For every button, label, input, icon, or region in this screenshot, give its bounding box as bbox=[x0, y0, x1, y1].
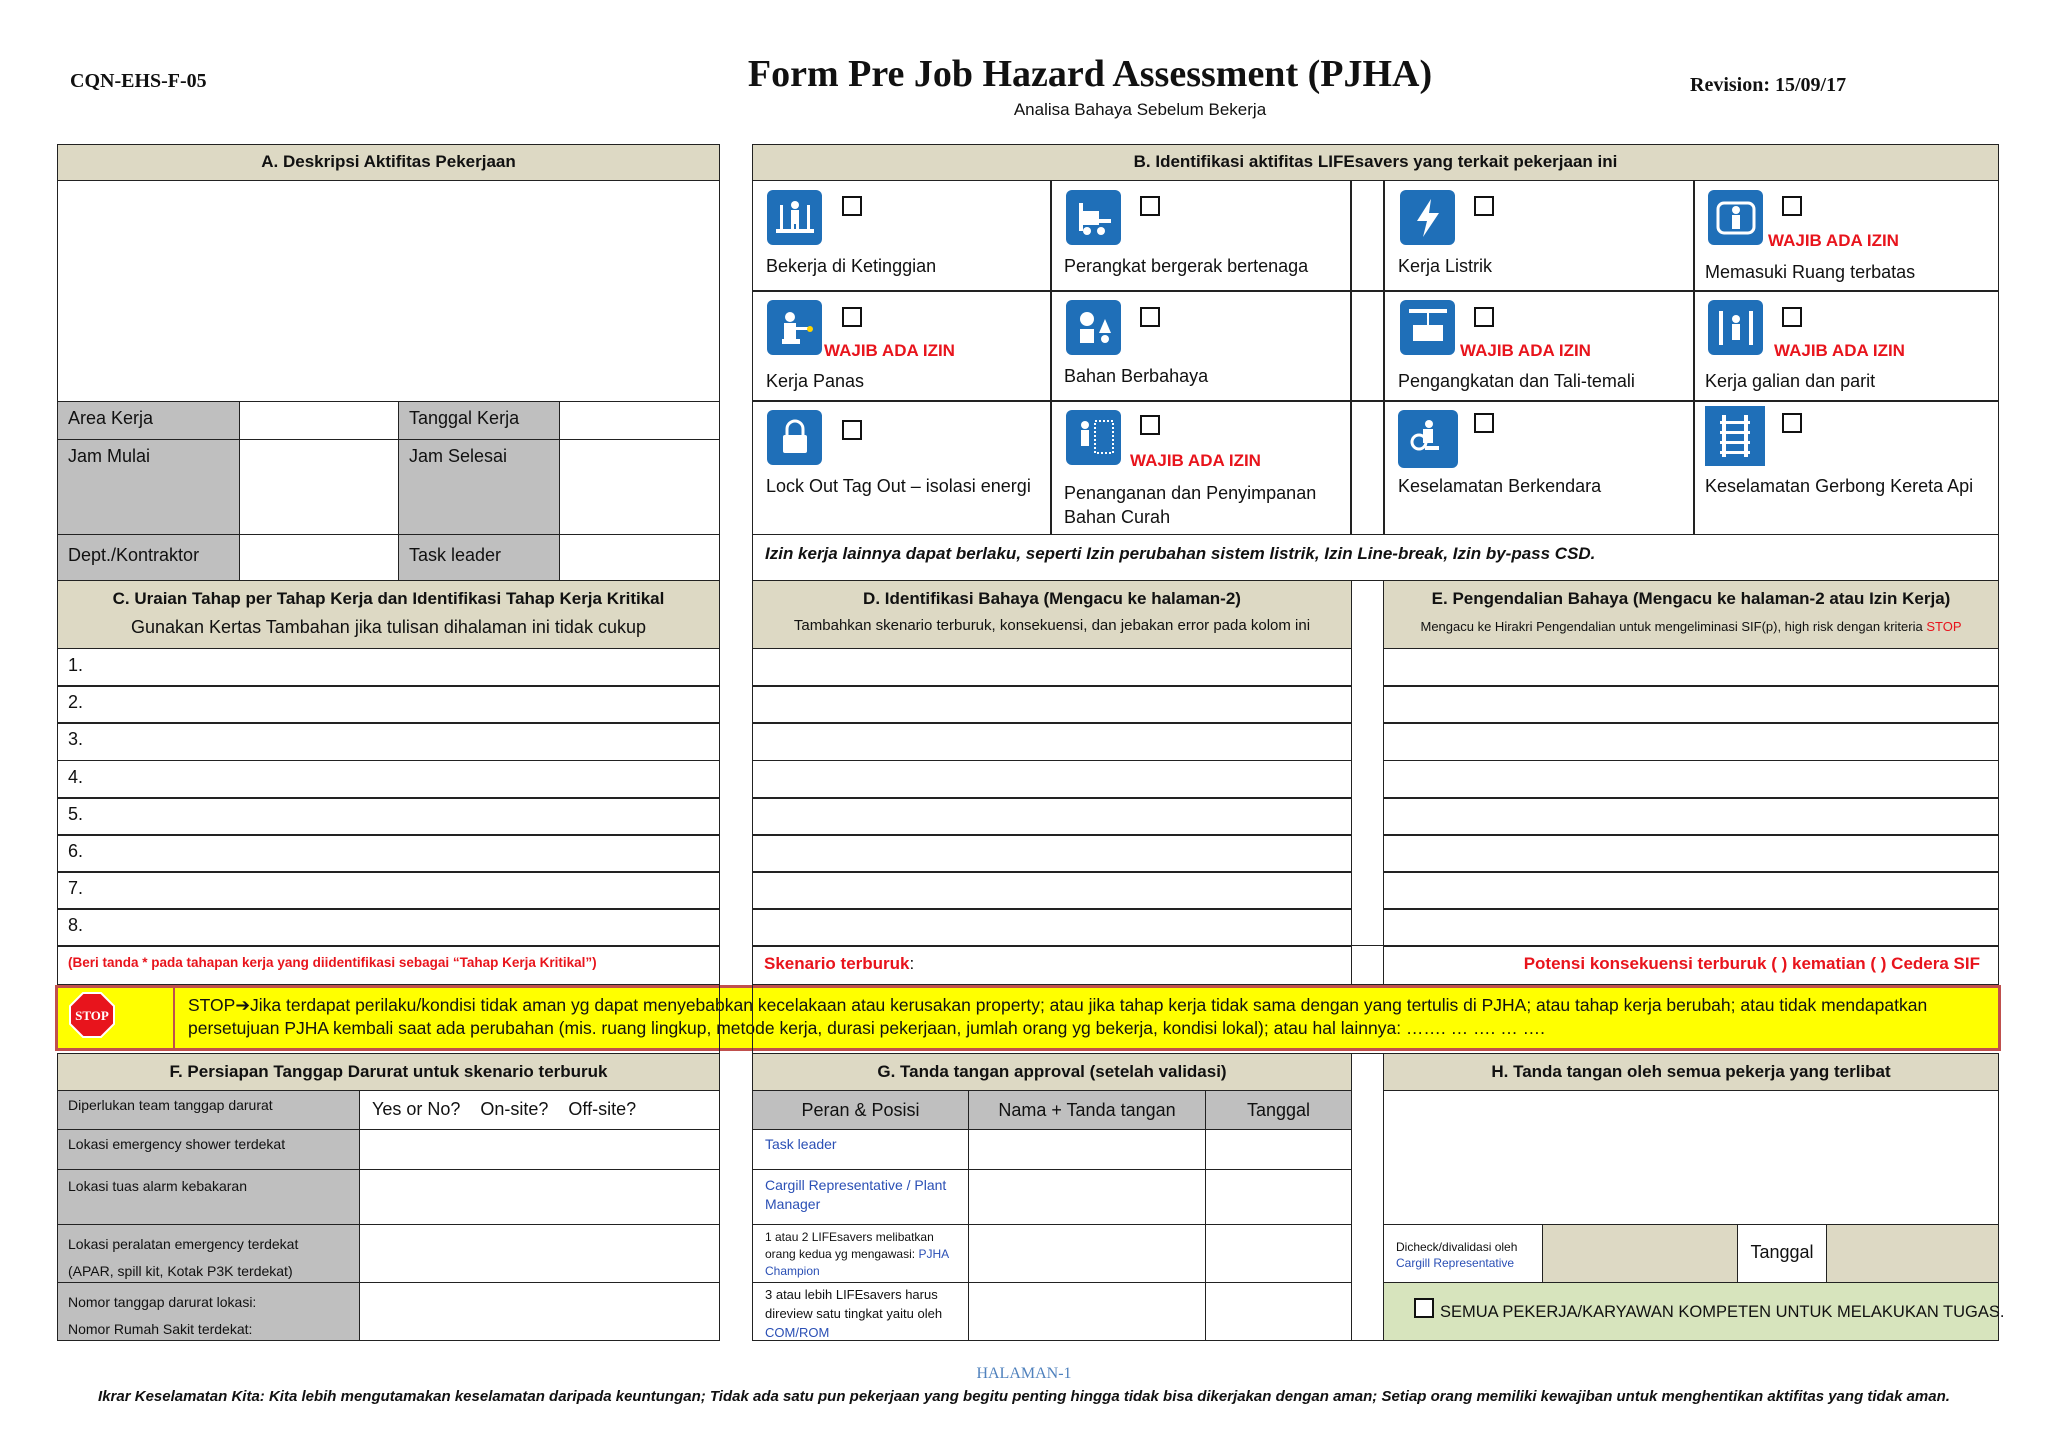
checkbox-bahan-berbahaya[interactable] bbox=[1140, 307, 1160, 327]
date-cargill-rep[interactable] bbox=[1205, 1169, 1352, 1225]
lifesaver-label-1: Bekerja di Ketinggian bbox=[766, 256, 937, 276]
worker-height-icon bbox=[767, 190, 822, 245]
section-e-title: E. Pengendalian Bahaya (Mengacu ke halaman-2 atau Izin Kerja) bbox=[1431, 589, 1951, 608]
step-row-6[interactable]: 6. bbox=[57, 834, 720, 873]
stop-text-1: Jika terdapat perilaku/kondisi tidak aman yg dapat menyebabkan kecelakaan atau kerusakan property; atau jika tahap kerja tidak sama dengan yang tertulis di PJHA; atau tahap kerja berubah; atau tidak mendapatkan bbox=[250, 995, 1928, 1015]
section-b-header: B. Identifikasi aktifitas LIFEsavers yang terkait pekerjaan ini bbox=[752, 144, 1999, 181]
section-a-header: A. Deskripsi Aktifitas Pekerjaan bbox=[57, 144, 720, 181]
permit-note: Izin kerja lainnya dapat berlaku, seperti Izin perubahan sistem listrik, Izin Line-break, Izin by-pass CSD. bbox=[752, 534, 1999, 581]
revision: Revision: 15/09/17 bbox=[1690, 74, 1847, 96]
control-row-7[interactable] bbox=[1383, 871, 1999, 910]
hazard-row-3[interactable] bbox=[752, 722, 1352, 761]
col-nama: Nama + Tanda tangan bbox=[968, 1090, 1206, 1130]
lifesaver-label-8: Kerja galian dan parit bbox=[1705, 371, 1876, 391]
jam-selesai-field[interactable] bbox=[559, 439, 720, 535]
welding-icon bbox=[767, 300, 822, 355]
gutter-left bbox=[719, 144, 753, 1341]
hazard-row-4[interactable] bbox=[752, 760, 1352, 799]
worst-scenario-text: Skenario terburuk bbox=[764, 954, 910, 973]
col-tanggal: Tanggal bbox=[1205, 1090, 1352, 1130]
checkbox-ruang-terbatas[interactable] bbox=[1782, 196, 1802, 216]
step-row-2[interactable]: 2. bbox=[57, 685, 720, 724]
wajib-badge-pengangkatan: WAJIB ADA IZIN bbox=[1460, 341, 1591, 360]
lifesaver-label-3: Kerja Listrik bbox=[1398, 256, 1493, 276]
step-row-5[interactable]: 5. bbox=[57, 797, 720, 836]
jam-mulai-label: Jam Mulai bbox=[57, 439, 240, 535]
dept-field[interactable] bbox=[239, 534, 399, 581]
sign-cargill-rep[interactable] bbox=[968, 1169, 1206, 1225]
checkbox-galian-parit[interactable] bbox=[1782, 307, 1802, 327]
date-pjha-champion[interactable] bbox=[1205, 1224, 1352, 1283]
sign-pjha-champion[interactable] bbox=[968, 1224, 1206, 1283]
checkbox-gerbong-kereta[interactable] bbox=[1782, 413, 1802, 433]
tanggal-kerja-label: Tanggal Kerja bbox=[398, 401, 560, 440]
sign-com-rom[interactable] bbox=[968, 1282, 1206, 1341]
section-d-header bbox=[752, 580, 1352, 649]
dept-label: Dept./Kontraktor bbox=[57, 534, 240, 581]
task-leader-field[interactable] bbox=[559, 534, 720, 581]
equipment-field[interactable] bbox=[359, 1224, 720, 1283]
step-row-7[interactable]: 7. bbox=[57, 871, 720, 910]
control-row-6[interactable] bbox=[1383, 834, 1999, 873]
date-task-leader[interactable] bbox=[1205, 1129, 1352, 1170]
phone-label-2: Nomor Rumah Sakit terdekat: bbox=[68, 1321, 253, 1337]
phone-label-1: Nomor tanggap darurat lokasi: bbox=[68, 1294, 257, 1310]
checkbox-kerja-listrik[interactable] bbox=[1474, 196, 1494, 216]
control-row-2[interactable] bbox=[1383, 685, 1999, 724]
lifesaver-label-12: Keselamatan Gerbong Kereta Api bbox=[1705, 476, 1974, 496]
checked-by-label bbox=[1383, 1224, 1543, 1283]
role-com-rom bbox=[752, 1282, 969, 1341]
section-e-stop-word: STOP bbox=[1926, 619, 1962, 634]
section-d-title: D. Identifikasi Bahaya (Mengacu ke halaman-2) bbox=[863, 589, 1241, 608]
control-row-5[interactable] bbox=[1383, 797, 1999, 836]
control-row-1[interactable] bbox=[1383, 648, 1999, 687]
emergency-team-label: Diperlukan team tanggap darurat bbox=[57, 1090, 360, 1130]
shower-label: Lokasi emergency shower terdekat bbox=[57, 1129, 360, 1170]
stop-sign-text: STOP bbox=[75, 1008, 109, 1023]
hazard-row-1[interactable] bbox=[752, 648, 1352, 687]
alarm-field[interactable] bbox=[359, 1169, 720, 1225]
jam-mulai-field[interactable] bbox=[239, 439, 399, 535]
step-row-3[interactable]: 3. bbox=[57, 722, 720, 761]
stop-text bbox=[188, 994, 1988, 1040]
role-pjha-champion-link: PJHA Champion bbox=[765, 1247, 949, 1278]
equipment-label-1: Lokasi peralatan emergency terdekat bbox=[68, 1236, 299, 1252]
role-pjha-text: 1 atau 2 LIFEsavers melibatkan orang kedua yg mengawasi: bbox=[765, 1230, 934, 1261]
bulk-material-icon bbox=[1066, 410, 1121, 465]
section-e-subtitle-wrap bbox=[1384, 619, 1998, 634]
control-row-8[interactable] bbox=[1383, 908, 1999, 947]
lifting-icon bbox=[1400, 300, 1455, 355]
shower-field[interactable] bbox=[359, 1129, 720, 1170]
role-com-text: 3 atau lebih LIFEsavers harus direview satu tingkat yaitu oleh bbox=[765, 1287, 943, 1321]
worst-scenario-colon: : bbox=[909, 954, 915, 973]
hazmat-icon bbox=[1066, 300, 1121, 355]
lifesaver-label-11: Keselamatan Berkendara bbox=[1398, 476, 1602, 496]
checkbox-perangkat-bergerak[interactable] bbox=[1140, 196, 1160, 216]
page-subtitle: Analisa Bahaya Sebelum Bekerja bbox=[1013, 100, 1267, 119]
page-title: Form Pre Job Hazard Assessment (PJHA) bbox=[747, 53, 1433, 95]
section-e-header bbox=[1383, 580, 1999, 649]
step-row-4[interactable]: 4. bbox=[57, 760, 720, 799]
hazard-row-7[interactable] bbox=[752, 871, 1352, 910]
doc-code: CQN-EHS-F-05 bbox=[70, 70, 207, 92]
hazard-row-2[interactable] bbox=[752, 685, 1352, 724]
section-c-subtitle: Gunakan Kertas Tambahan jika tulisan dihalaman ini tidak cukup bbox=[131, 617, 646, 637]
checkbox-pengangkatan[interactable] bbox=[1474, 307, 1494, 327]
hazard-row-6[interactable] bbox=[752, 834, 1352, 873]
section-g-header: G. Tanda tangan approval (setelah validasi) bbox=[752, 1053, 1352, 1091]
railcar-icon bbox=[1705, 406, 1765, 466]
step-row-8[interactable]: 8. bbox=[57, 908, 720, 947]
section-d-subtitle: Tambahkan skenario terburuk, konsekuensi, dan jebakan error pada kolom ini bbox=[793, 617, 1311, 634]
arrow-right-icon: ➔ bbox=[235, 995, 251, 1015]
h-tanggal-field[interactable] bbox=[1826, 1224, 1999, 1283]
col-peran: Peran & Posisi bbox=[752, 1090, 969, 1130]
phone-label bbox=[57, 1282, 360, 1341]
equipment-label-2: (APAR, spill kit, Kotak P3K terdekat) bbox=[68, 1263, 293, 1279]
section-c-title: C. Uraian Tahap per Tahap Kerja dan Identifikasi Tahap Kerja Kritikal bbox=[112, 589, 665, 608]
area-kerja-field[interactable] bbox=[239, 401, 399, 440]
section-c-header bbox=[57, 580, 720, 649]
lifesaver-label-9: Lock Out Tag Out – isolasi energi bbox=[766, 476, 1031, 496]
wajib-badge-galian: WAJIB ADA IZIN bbox=[1774, 341, 1905, 360]
checkbox-kerja-panas[interactable] bbox=[842, 307, 862, 327]
lifesaver-label-6: Bahan Berbahaya bbox=[1064, 366, 1209, 386]
confined-space-icon bbox=[1708, 190, 1763, 245]
stop-prefix: STOP bbox=[188, 995, 236, 1015]
checked-by-cargill: Cargill Representative bbox=[1396, 1256, 1515, 1270]
equipment-label bbox=[57, 1224, 360, 1283]
hazard-row-8[interactable] bbox=[752, 908, 1352, 947]
competency-text: SEMUA PEKERJA/KARYAWAN KOMPETEN UNTUK MELAKUKAN TUGAS. bbox=[1440, 1303, 2005, 1321]
gutter-right-bottom bbox=[1351, 1053, 1384, 1341]
date-com-rom[interactable] bbox=[1205, 1282, 1352, 1341]
lifesaver-label-7: Pengangkatan dan Tali-temali bbox=[1398, 371, 1635, 391]
excavation-icon bbox=[1708, 300, 1763, 355]
stop-line-1 bbox=[188, 994, 1988, 1017]
emergency-team-options[interactable]: Yes or No? On-site? Off-site? bbox=[359, 1090, 720, 1130]
role-task-leader: Task leader bbox=[752, 1129, 969, 1170]
page-number: HALAMAN-1 bbox=[976, 1365, 1072, 1382]
role-cargill-rep: Cargill Representative / Plant Manager bbox=[752, 1169, 969, 1225]
wajib-badge-ruang-terbatas: WAJIB ADA IZIN bbox=[1768, 231, 1899, 250]
wajib-badge-bahan-curah: WAJIB ADA IZIN bbox=[1130, 451, 1261, 470]
critical-step-footnote: (Beri tanda * pada tahapan kerja yang diidentifikasi sebagai “Tahap Kerja Kritikal”) bbox=[57, 945, 720, 985]
jam-selesai-label: Jam Selesai bbox=[398, 439, 560, 535]
section-h-header: H. Tanda tangan oleh semua pekerja yang terlibat bbox=[1383, 1053, 1999, 1091]
lightning-icon bbox=[1400, 190, 1455, 245]
lifesaver-label-2: Perangkat bergerak bertenaga bbox=[1064, 256, 1309, 276]
checkbox-bekerja-ketinggian[interactable] bbox=[842, 196, 862, 216]
section-a-description-field[interactable] bbox=[57, 180, 720, 402]
forklift-icon bbox=[1066, 190, 1121, 245]
tanggal-kerja-field[interactable] bbox=[559, 401, 720, 440]
stop-sign-icon bbox=[69, 992, 115, 1038]
control-row-3[interactable] bbox=[1383, 722, 1999, 761]
role-com-rom-link: COM/ROM bbox=[765, 1325, 830, 1340]
sign-task-leader[interactable] bbox=[968, 1129, 1206, 1170]
section-e-subtitle: Mengacu ke Hirakri Pengendalian untuk mengeliminasi SIF(p), high risk dengan kriteria bbox=[1420, 619, 1923, 634]
role-pjha-champion bbox=[752, 1224, 969, 1283]
stop-text-2: persetujuan PJHA kembali saat ada perubahan (mis. ruang lingkup, metode kerja, durasi pekerjaan, jumlah orang yg bekerja, kondisi lokal); atau hal lainnya: ……. … …. … …. bbox=[188, 1018, 1545, 1038]
checkbox-kompeten[interactable] bbox=[1414, 1298, 1434, 1318]
step-row-1[interactable]: 1. bbox=[57, 648, 720, 687]
lifesaver-label-4: Memasuki Ruang terbatas bbox=[1705, 262, 1916, 282]
gutter-right-top bbox=[1351, 580, 1384, 985]
section-f-header: F. Persiapan Tanggap Darurat untuk skenario terburuk bbox=[57, 1053, 720, 1091]
lifesaver-label-10: Penanganan dan Penyimpanan Bahan Curah bbox=[1064, 483, 1317, 527]
area-kerja-label: Area Kerja bbox=[57, 401, 240, 440]
driving-icon bbox=[1398, 410, 1458, 468]
checked-by-text: Dicheck/divalidasi oleh bbox=[1396, 1240, 1518, 1254]
safety-pledge: Ikrar Keselamatan Kita: Kita lebih mengutamakan keselamatan daripada keuntungan; Tidak ada satu pun pekerjaan yang begitu penting hingga tidak bisa dikerjakan dengan aman; Setiap orang memiliki kewajiban untuk menghentikan aktifitas yang tidak aman. bbox=[98, 1388, 1950, 1405]
lockout-icon bbox=[767, 410, 822, 465]
control-row-4[interactable] bbox=[1383, 760, 1999, 799]
task-leader-label: Task leader bbox=[398, 534, 560, 581]
worker-signatures-field[interactable] bbox=[1383, 1090, 1999, 1225]
alarm-label: Lokasi tuas alarm kebakaran bbox=[57, 1169, 360, 1225]
h-tanggal-label: Tanggal bbox=[1737, 1224, 1827, 1283]
checkbox-berkendara[interactable] bbox=[1474, 413, 1494, 433]
wajib-badge-kerja-panas: WAJIB ADA IZIN bbox=[824, 341, 955, 360]
lifesaver-label-5: Kerja Panas bbox=[766, 371, 865, 391]
hazard-row-5[interactable] bbox=[752, 797, 1352, 836]
worst-scenario-label bbox=[764, 954, 914, 974]
checkbox-lockout[interactable] bbox=[842, 420, 862, 440]
checked-by-field[interactable] bbox=[1542, 1224, 1738, 1283]
phone-field[interactable] bbox=[359, 1282, 720, 1341]
checkbox-bahan-curah[interactable] bbox=[1140, 415, 1160, 435]
potential-consequence: Potensi konsekuensi terburuk ( ) kematian ( ) Cedera SIF bbox=[1523, 954, 1980, 973]
